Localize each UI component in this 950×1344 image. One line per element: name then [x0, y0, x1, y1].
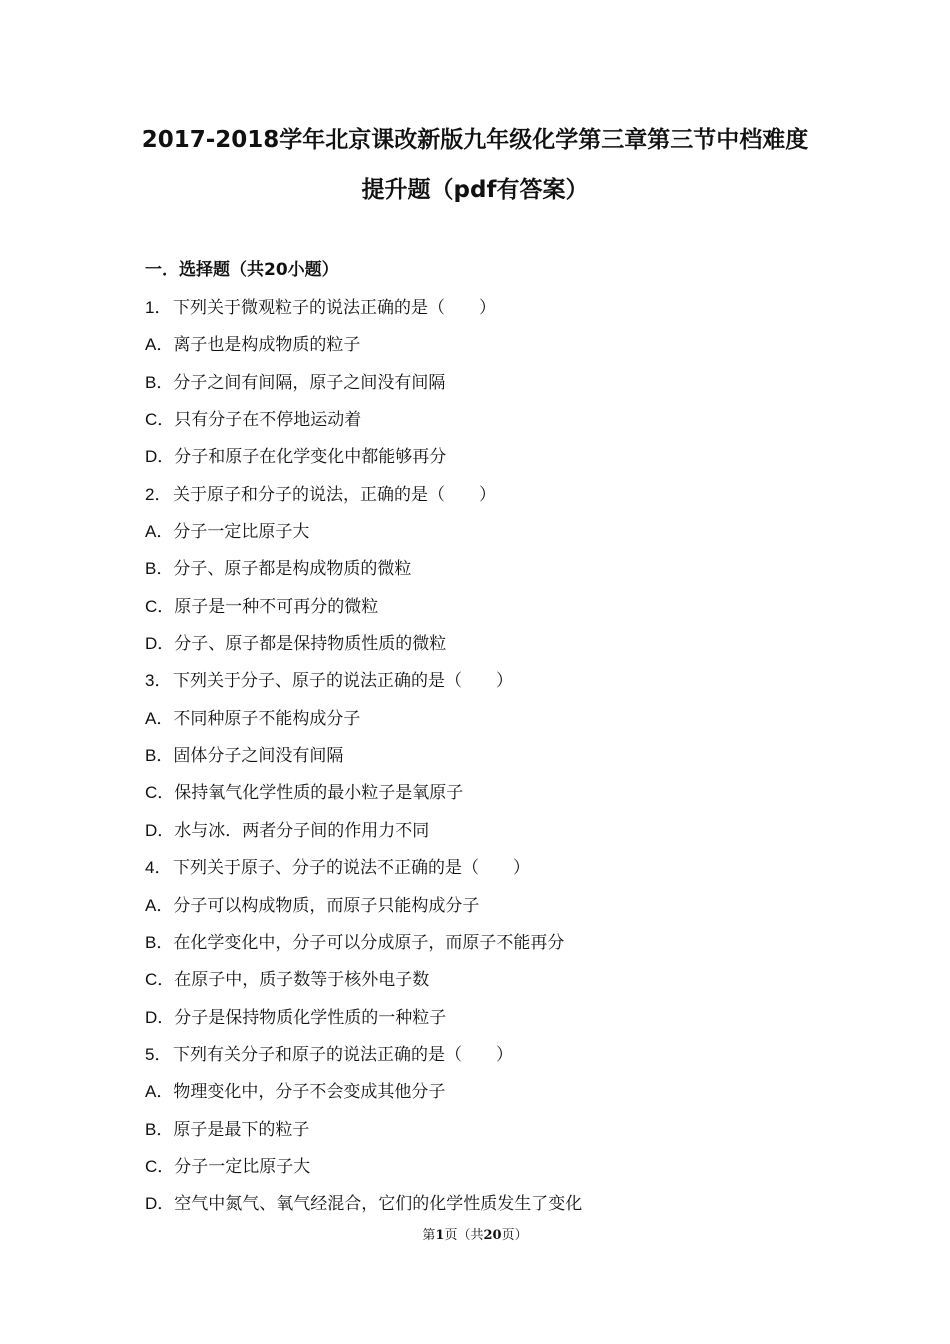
option-text: 分子之间有间隔，原子之间没有间隔	[173, 372, 446, 393]
option-label: B．	[145, 559, 174, 579]
option-label: A．	[145, 335, 174, 355]
option-text: 分子是保持物质化学性质的一种粒子	[174, 1007, 447, 1028]
option-label: B．	[145, 932, 174, 952]
option-label: A．	[145, 1082, 174, 1102]
option-label: C．	[145, 596, 175, 616]
option-text: 空气中氮气、氧气经混合，它们的化学性质发生了变化	[174, 1194, 583, 1215]
question-number: 3．	[145, 671, 172, 691]
option-item	[145, 707, 582, 744]
option-label: C．	[145, 783, 175, 803]
footer-page-number: 1	[435, 1228, 445, 1243]
option-item	[145, 744, 582, 781]
option-label: A．	[145, 522, 174, 542]
option-item	[145, 1192, 582, 1229]
option-label: D．	[145, 1007, 175, 1027]
option-text: 分子和原子在化学变化中都能够再分	[174, 447, 447, 468]
option-item	[145, 557, 582, 594]
option-text: 保持氧气化学性质的最小粒子是氧原子	[174, 783, 464, 804]
document-title-line-2: 提升题（pdf有答案）	[361, 177, 589, 203]
option-text: 不同种原子不能构成分子	[173, 708, 361, 729]
footer-middle: 页（共	[444, 1228, 484, 1243]
option-text: 离子也是构成物质的粒子	[173, 335, 361, 356]
option-text: 分子一定比原子大	[173, 522, 310, 543]
question-text: 下列有关分子和原子的说法正确的是（ ）	[173, 1044, 513, 1065]
option-item	[145, 968, 582, 1005]
option-text: 在原子中，质子数等于核外电子数	[174, 970, 430, 991]
option-item	[145, 1155, 582, 1192]
option-text: 分子、原子都是保持物质性质的微粒	[174, 634, 447, 655]
option-label: C．	[145, 1156, 175, 1176]
question-text: 下列关于原子、分子的说法不正确的是（ ）	[173, 858, 530, 879]
footer-total-pages: 20	[483, 1228, 502, 1243]
option-label: A．	[145, 708, 174, 728]
option-label: D．	[145, 634, 175, 654]
option-label: D．	[145, 820, 175, 840]
option-label: B．	[145, 746, 174, 766]
question-number: 5．	[145, 1044, 172, 1064]
option-item	[145, 1080, 582, 1117]
option-item	[145, 408, 582, 445]
option-item	[145, 819, 582, 856]
document-title-line-1: 2017-2018学年北京课改新版九年级化学第三章第三节中档难度	[141, 127, 809, 153]
option-text: 原子是一种不可再分的微粒	[174, 596, 379, 617]
option-item	[145, 520, 582, 557]
option-item	[145, 595, 582, 632]
page-footer	[0, 1227, 950, 1245]
question-number: 2．	[145, 484, 172, 504]
question-stem	[145, 296, 582, 333]
option-text: 分子一定比原子大	[174, 1156, 311, 1177]
question-list	[145, 296, 582, 1230]
question-text: 关于原子和分子的说法，正确的是（ ）	[173, 484, 496, 505]
option-label: B．	[145, 372, 174, 392]
question-stem	[145, 669, 582, 706]
question-number: 4．	[145, 858, 172, 878]
option-label: D．	[145, 447, 175, 467]
question-stem	[145, 1043, 582, 1080]
question-text: 下列关于分子、原子的说法正确的是（ ）	[173, 671, 513, 692]
option-text: 物理变化中，分子不会变成其他分子	[173, 1082, 446, 1103]
option-text: 分子可以构成物质，而原子只能构成分子	[173, 895, 480, 916]
option-label: C．	[145, 410, 175, 430]
option-text: 在化学变化中，分子可以分成原子，而原子不能再分	[173, 932, 565, 953]
option-label: C．	[145, 970, 175, 990]
question-stem	[145, 856, 582, 893]
option-item	[145, 781, 582, 818]
option-text: 分子、原子都是构成物质的微粒	[173, 559, 412, 580]
option-item	[145, 333, 582, 370]
option-item	[145, 894, 582, 931]
question-text: 下列关于微观粒子的说法正确的是（ ）	[173, 298, 496, 318]
option-label: D．	[145, 1194, 175, 1214]
question-stem	[145, 483, 582, 520]
question-number: 1．	[145, 298, 172, 317]
option-label: A．	[145, 895, 174, 915]
option-item	[145, 632, 582, 669]
option-text: 固体分子之间没有间隔	[173, 746, 344, 767]
option-item	[145, 1006, 582, 1043]
option-item	[145, 371, 582, 408]
option-item	[145, 931, 582, 968]
option-item	[145, 445, 582, 482]
option-text: 原子是最下的粒子	[173, 1119, 310, 1140]
option-text: 只有分子在不停地运动着	[174, 410, 362, 431]
option-text: 水与冰．两者分子间的作用力不同	[174, 820, 430, 841]
footer-suffix: 页）	[501, 1228, 528, 1243]
section-heading: 一．选择题（共20小题）	[145, 260, 339, 280]
option-label: B．	[145, 1119, 174, 1139]
footer-prefix: 第	[422, 1228, 436, 1243]
option-item	[145, 1118, 582, 1155]
